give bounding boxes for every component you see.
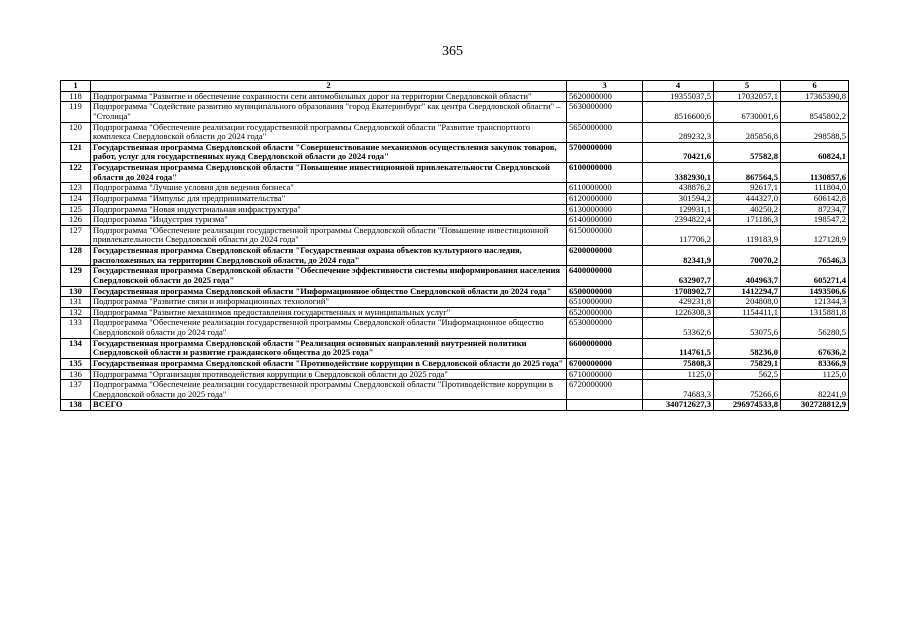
header-col-2: 2 (91, 81, 567, 92)
row-value-5: 562,5 (714, 369, 781, 380)
row-name: Подпрограмма "Импульс для предпринимательства" (91, 193, 567, 204)
row-name: Подпрограмма "Лучшие условия для ведения бизнеса" (91, 183, 567, 194)
row-value-4: 1708902,7 (643, 286, 714, 297)
row-value-6: 298588,5 (781, 122, 849, 142)
row-name: ВСЕГО (91, 400, 567, 411)
row-code: 5650000000 (567, 122, 643, 142)
row-value-5: 444327,0 (714, 193, 781, 204)
row-code: 6200000000 (567, 246, 643, 266)
row-value-5: 40250,2 (714, 204, 781, 215)
row-value-4: 340712627,3 (643, 400, 714, 411)
row-value-4: 129931,1 (643, 204, 714, 215)
table-row (61, 142, 849, 162)
row-value-6: 87234,7 (781, 204, 849, 215)
header-col-4: 4 (643, 81, 714, 92)
row-name: Подпрограмма "Развитие механизмов предоставления государственных и муниципальных услуг" (91, 307, 567, 318)
table-row (61, 215, 849, 226)
row-number: 132 (61, 307, 91, 318)
table-row (61, 204, 849, 215)
row-number: 124 (61, 193, 91, 204)
row-value-4: 117706,2 (643, 225, 714, 245)
row-code: 6130000000 (567, 204, 643, 215)
row-value-6: 111804,0 (781, 183, 849, 194)
row-number: 118 (61, 91, 91, 102)
row-code (567, 400, 643, 411)
row-number: 134 (61, 338, 91, 358)
table-row (61, 358, 849, 369)
row-name: Подпрограмма "Индустрия туризма" (91, 215, 567, 226)
row-value-4: 53362,6 (643, 318, 714, 338)
row-code: 6710000000 (567, 369, 643, 380)
row-value-6: 121344,3 (781, 297, 849, 308)
row-code: 6100000000 (567, 163, 643, 183)
row-number: 127 (61, 225, 91, 245)
row-value-6: 198547,2 (781, 215, 849, 226)
row-code: 6700000000 (567, 358, 643, 369)
row-name: Государственная программа Свердловской области "Информационное общество Свердловской области до 2024 года" (91, 286, 567, 297)
row-number: 119 (61, 102, 91, 122)
row-value-5: 17032057,1 (714, 91, 781, 102)
row-number: 133 (61, 318, 91, 338)
table-header-row (61, 81, 849, 92)
table-row (61, 266, 849, 286)
row-code: 6400000000 (567, 266, 643, 286)
table-row (61, 193, 849, 204)
row-value-6: 1493506,6 (781, 286, 849, 297)
table-row (61, 246, 849, 266)
page-number: 365 (442, 44, 463, 59)
table-row (61, 297, 849, 308)
row-code: 6110000000 (567, 183, 643, 194)
row-value-4: 19355037,5 (643, 91, 714, 102)
row-value-6: 1130857,6 (781, 163, 849, 183)
row-code: 6720000000 (567, 380, 643, 400)
row-number: 138 (61, 400, 91, 411)
row-number: 137 (61, 380, 91, 400)
row-number: 125 (61, 204, 91, 215)
row-name: Государственная программа Свердловской области "Повышение инвестиционной привлекательности Свердловской области до 2024 года" (91, 163, 567, 183)
table-row (61, 91, 849, 102)
row-name: Подпрограмма "Обеспечение реализации государственной программы Свердловской области "Противодействие коррупции в Свердловской области до 2025 года" (91, 380, 567, 400)
row-value-5: 75266,6 (714, 380, 781, 400)
row-value-6: 83366,9 (781, 358, 849, 369)
row-value-4: 289232,3 (643, 122, 714, 142)
row-value-5: 1412294,7 (714, 286, 781, 297)
row-code: 5700000000 (567, 142, 643, 162)
row-value-5: 204808,0 (714, 297, 781, 308)
header-col-3: 3 (567, 81, 643, 92)
row-name: Подпрограмма "Содействие развитию муниципального образования "город Екатеринбург" как центра Свердловской области" – "Столица" (91, 102, 567, 122)
row-code: 6120000000 (567, 193, 643, 204)
row-name: Подпрограмма "Обеспечение реализации государственной программы Свердловской области "Развитие транспортного комплекса Свердловской области до 2024 года" (91, 122, 567, 142)
row-name: Государственная программа Свердловской области "Государственная охрана объектов культурного наследия, расположенных на территории Свердловской области, до 2024 года" (91, 246, 567, 266)
row-code: 6140000000 (567, 215, 643, 226)
table-row (61, 286, 849, 297)
table-row (61, 163, 849, 183)
row-code: 6500000000 (567, 286, 643, 297)
row-value-5: 404963,7 (714, 266, 781, 286)
row-value-5: 6730001,6 (714, 102, 781, 122)
table-row (61, 338, 849, 358)
row-number: 129 (61, 266, 91, 286)
row-code: 6150000000 (567, 225, 643, 245)
row-value-6: 60824,1 (781, 142, 849, 162)
row-name: Подпрограмма "Обеспечение реализации государственной программы Свердловской области "Информационное общество Свердловской области до 2024 года" (91, 318, 567, 338)
row-number: 120 (61, 122, 91, 142)
row-value-6: 8545802,2 (781, 102, 849, 122)
row-code: 5630000000 (567, 102, 643, 122)
row-value-5: 1154411,1 (714, 307, 781, 318)
header-col-5: 5 (714, 81, 781, 92)
table-row (61, 183, 849, 194)
header-col-6: 6 (781, 81, 849, 92)
row-number: 130 (61, 286, 91, 297)
row-name: Подпрограмма "Развитие связи и информационных технологий" (91, 297, 567, 308)
row-value-4: 75808,3 (643, 358, 714, 369)
row-value-5: 53075,6 (714, 318, 781, 338)
table-row (61, 380, 849, 400)
row-name: Подпрограмма "Организация противодействия коррупции в Свердловской области до 2025 года" (91, 369, 567, 380)
header-col-1: 1 (61, 81, 91, 92)
row-number: 126 (61, 215, 91, 226)
row-value-6: 67636,2 (781, 338, 849, 358)
row-value-5: 296974533,8 (714, 400, 781, 411)
row-value-5: 285856,8 (714, 122, 781, 142)
row-value-4: 114761,5 (643, 338, 714, 358)
row-code: 6530000000 (567, 318, 643, 338)
row-value-4: 429231,8 (643, 297, 714, 308)
row-value-6: 605271,4 (781, 266, 849, 286)
table-body (61, 91, 849, 410)
row-value-6: 302728812,9 (781, 400, 849, 411)
row-value-6: 1125,0 (781, 369, 849, 380)
row-value-4: 2394822,4 (643, 215, 714, 226)
table-row (61, 225, 849, 245)
row-code: 5620000000 (567, 91, 643, 102)
row-name: Государственная программа Свердловской области "Реализация основных направлений внутренней политики Свердловской области и развитие гражданского общества до 2025 года" (91, 338, 567, 358)
budget-table (60, 80, 849, 411)
table-row (61, 369, 849, 380)
row-value-4: 3382930,1 (643, 163, 714, 183)
row-value-5: 171186,3 (714, 215, 781, 226)
row-number: 122 (61, 163, 91, 183)
row-code: 6600000000 (567, 338, 643, 358)
row-value-4: 1226308,3 (643, 307, 714, 318)
row-name: Подпрограмма "Новая индустриальная инфраструктура" (91, 204, 567, 215)
row-value-4: 301594,2 (643, 193, 714, 204)
row-value-4: 438876,2 (643, 183, 714, 194)
row-name: Государственная программа Свердловской области "Обеспечение эффективности системы информирования населения Свердловской области до 2025 года" (91, 266, 567, 286)
row-value-4: 74683,3 (643, 380, 714, 400)
row-code: 6510000000 (567, 297, 643, 308)
row-value-5: 70070,2 (714, 246, 781, 266)
row-value-6: 17365390,8 (781, 91, 849, 102)
row-value-5: 867564,5 (714, 163, 781, 183)
row-name: Государственная программа Свердловской области "Противодействие коррупции в Свердловской области до 2025 года" (91, 358, 567, 369)
row-value-5: 92617,1 (714, 183, 781, 194)
row-number: 131 (61, 297, 91, 308)
row-value-4: 8516600,6 (643, 102, 714, 122)
row-value-5: 119183,9 (714, 225, 781, 245)
row-value-5: 57582,8 (714, 142, 781, 162)
row-value-6: 56280,5 (781, 318, 849, 338)
row-value-6: 127128,9 (781, 225, 849, 245)
row-value-6: 76546,3 (781, 246, 849, 266)
row-value-4: 1125,0 (643, 369, 714, 380)
row-number: 121 (61, 142, 91, 162)
table-row (61, 102, 849, 122)
row-code: 6520000000 (567, 307, 643, 318)
row-value-4: 70421,6 (643, 142, 714, 162)
row-name: Подпрограмма "Обеспечение реализации государственной программы Свердловской области "Повышение инвестиционной привлекательности Свердловской области до 2024 года" (91, 225, 567, 245)
table-row (61, 307, 849, 318)
row-number: 123 (61, 183, 91, 194)
row-value-5: 58236,0 (714, 338, 781, 358)
table-row (61, 122, 849, 142)
row-value-6: 606142,8 (781, 193, 849, 204)
row-number: 135 (61, 358, 91, 369)
row-value-6: 1315881,8 (781, 307, 849, 318)
row-value-6: 82241,9 (781, 380, 849, 400)
row-value-4: 632907,7 (643, 266, 714, 286)
row-number: 136 (61, 369, 91, 380)
row-name: Подпрограмма "Развитие и обеспечение сохранности сети автомобильных дорог на территории Свердловской области" (91, 91, 567, 102)
row-name: Государственная программа Свердловской области "Совершенствование механизмов осуществления закупок товаров, работ, услуг для государственных нужд Свердловской области до 2024 года" (91, 142, 567, 162)
row-value-5: 75829,1 (714, 358, 781, 369)
table-row (61, 400, 849, 411)
table-row (61, 318, 849, 338)
row-number: 128 (61, 246, 91, 266)
row-value-4: 82341,9 (643, 246, 714, 266)
